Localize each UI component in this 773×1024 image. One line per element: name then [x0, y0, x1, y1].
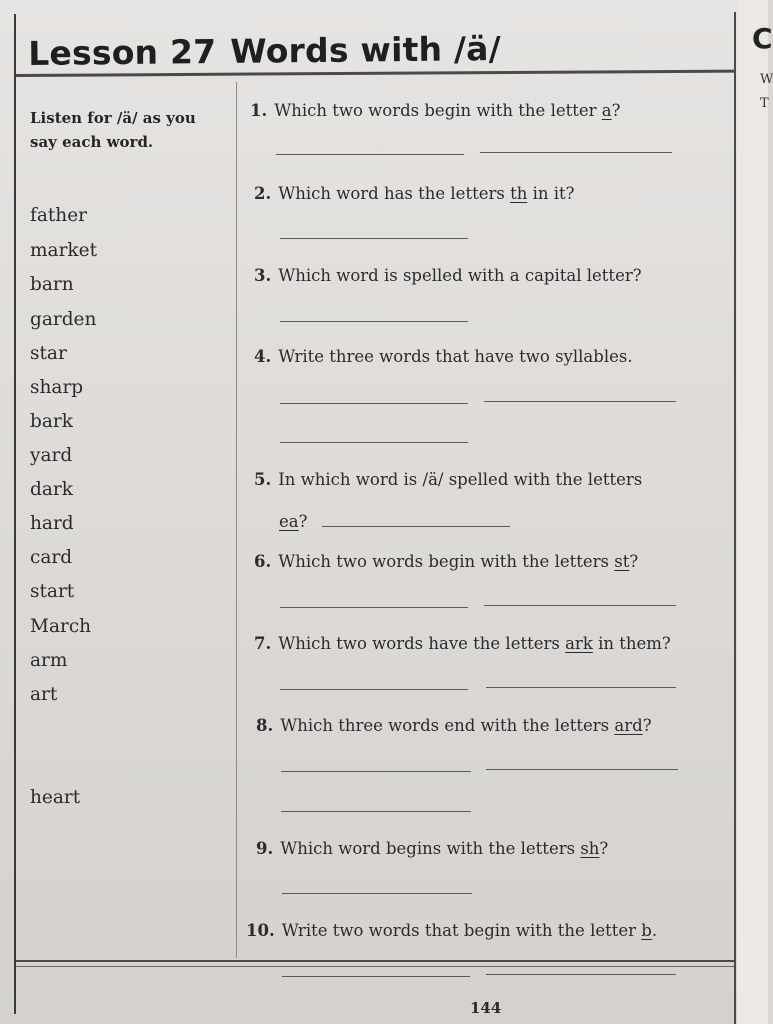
- answer-blank[interactable]: [322, 526, 510, 527]
- question-prompt-end: ?: [642, 716, 652, 735]
- answer-blank[interactable]: [280, 321, 468, 322]
- spelling-word: father: [30, 205, 88, 226]
- next-page-heading-letter: C: [752, 22, 773, 55]
- answer-blank[interactable]: [486, 974, 676, 975]
- question-number: 5.: [254, 470, 272, 489]
- question-text: [254, 184, 575, 203]
- answer-blank[interactable]: [480, 152, 672, 153]
- question-text: [256, 839, 608, 858]
- question-prompt: Which word is spelled with a capital letter?: [278, 266, 642, 285]
- spelling-word: bark: [30, 411, 73, 432]
- underlined-letters: b: [641, 921, 652, 940]
- question-text: [256, 716, 652, 735]
- lesson-number: Lesson 27: [28, 32, 217, 73]
- answer-blank[interactable]: [484, 401, 676, 402]
- answer-blank[interactable]: [276, 154, 464, 155]
- spelling-word: yard: [30, 445, 73, 466]
- question-number: 1.: [250, 101, 268, 120]
- question-prompt: Which word has the letters: [278, 184, 511, 203]
- question-text: [254, 634, 671, 653]
- answer-blank[interactable]: [281, 811, 471, 812]
- answer-blank[interactable]: [282, 976, 470, 977]
- question-prompt: In which word is /ä/ spelled with the letters: [278, 470, 643, 489]
- question-prompt-end: .: [651, 921, 658, 940]
- question-prompt: Write two words that begin with the letter: [281, 921, 642, 940]
- spelling-word: start: [30, 581, 75, 602]
- lesson-title: [28, 29, 501, 73]
- page-left-edge: [14, 14, 16, 1014]
- underlined-letters: sh: [580, 839, 600, 858]
- question-number: 10.: [246, 921, 275, 940]
- question-text: [250, 101, 620, 120]
- question-text: [254, 552, 638, 571]
- next-page-edge: [737, 0, 768, 1024]
- spelling-word: arm: [30, 650, 68, 671]
- question-text: [254, 266, 642, 285]
- page-number: 144: [470, 999, 502, 1017]
- underlined-letters: th: [510, 184, 528, 203]
- question-text: [254, 470, 642, 489]
- question-prompt-end: ?: [298, 512, 308, 531]
- question-prompt-end: in them?: [592, 634, 671, 653]
- spelling-word: hard: [30, 513, 74, 534]
- answer-blank[interactable]: [484, 605, 676, 606]
- spelling-word: barn: [30, 274, 74, 295]
- question-number: 2.: [254, 184, 272, 203]
- bottom-rule: [16, 960, 736, 962]
- instructions: Listen for /ä/ as you say each word.: [30, 109, 196, 151]
- underlined-letters: ard: [614, 716, 643, 735]
- spelling-word: star: [30, 343, 67, 364]
- spelling-word: heart: [30, 787, 81, 808]
- question-text: [254, 347, 633, 366]
- answer-blank[interactable]: [280, 238, 468, 239]
- spelling-word: sharp: [30, 377, 84, 398]
- question-text: [246, 921, 657, 940]
- underlined-letters: ea: [279, 512, 299, 531]
- column-divider: [236, 82, 237, 958]
- spelling-word: art: [30, 684, 58, 705]
- next-page-text-line: T: [760, 96, 769, 111]
- spelling-word: market: [30, 240, 98, 261]
- question-prompt: Which two words begin with the letters: [278, 552, 615, 571]
- lesson-topic: Words with /ä/: [230, 29, 502, 71]
- answer-blank[interactable]: [486, 687, 676, 688]
- question-number: 8.: [256, 716, 274, 735]
- spelling-word: March: [30, 616, 92, 637]
- question-number: 3.: [254, 266, 272, 285]
- book-gutter: [734, 12, 736, 1024]
- question-prompt: Which three words end with the letters: [280, 716, 615, 735]
- underlined-letters: st: [614, 552, 630, 571]
- question-prompt-end: ?: [611, 101, 621, 120]
- answer-blank[interactable]: [280, 607, 468, 608]
- question-prompt-end: ?: [599, 839, 609, 858]
- question-prompt: Which two words have the letters: [278, 634, 566, 653]
- answer-blank[interactable]: [282, 893, 472, 894]
- question-number: 4.: [254, 347, 272, 366]
- answer-blank[interactable]: [280, 442, 468, 443]
- question-prompt-end: ?: [629, 552, 639, 571]
- next-page-text-line: W: [760, 72, 773, 87]
- underlined-letters: a: [601, 101, 612, 120]
- answer-blank[interactable]: [281, 771, 471, 772]
- question-prompt: Which word begins with the letters: [280, 839, 581, 858]
- question-prompt-end: in it?: [527, 184, 575, 203]
- spelling-word: card: [30, 547, 73, 568]
- question-prompt: Which two words begin with the letter: [274, 101, 602, 120]
- bottom-rule-secondary: [16, 966, 736, 967]
- question-number: 6.: [254, 552, 272, 571]
- answer-blank[interactable]: [486, 769, 678, 770]
- question-prompt: Write three words that have two syllables.: [278, 347, 633, 366]
- answer-blank[interactable]: [280, 403, 468, 404]
- spelling-word: garden: [30, 309, 97, 330]
- spelling-word: dark: [30, 479, 73, 500]
- answer-blank[interactable]: [280, 689, 468, 690]
- question-number: 7.: [254, 634, 272, 653]
- underlined-letters: ark: [565, 634, 593, 653]
- question-text-continued: [279, 512, 307, 531]
- question-number: 9.: [256, 839, 274, 858]
